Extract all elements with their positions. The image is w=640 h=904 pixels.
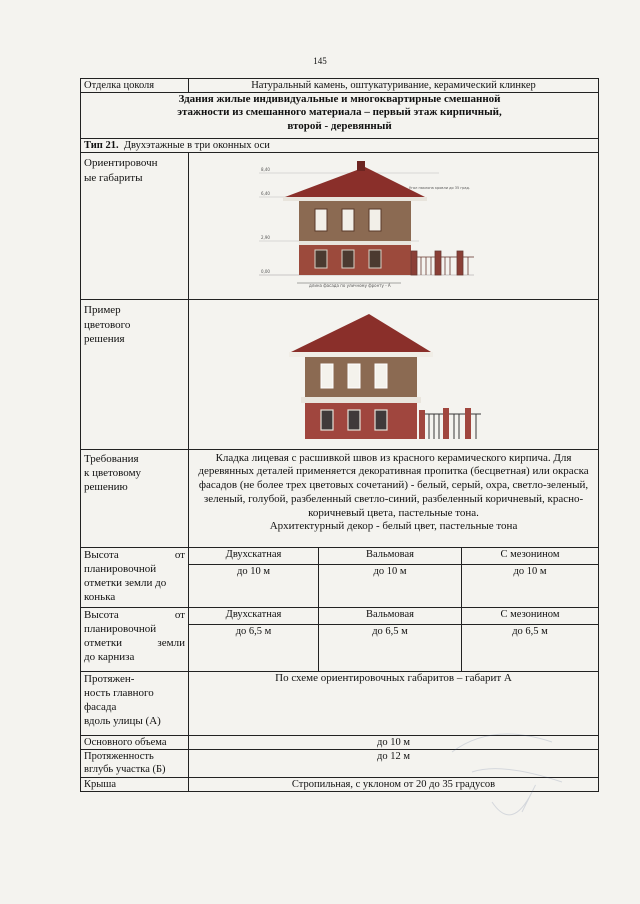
fence (411, 251, 474, 275)
main-volume-label: Основного объема (81, 735, 189, 749)
color-req-label: Требования к цветовому решению (81, 449, 189, 547)
type-desc: Двухэтажные в три оконных оси (123, 140, 270, 152)
table-row (81, 449, 599, 547)
ridge-cell-3: С мезонином до 10 м (462, 547, 599, 607)
section-title: Здания жилые индивидуальные и многоквартирные смешанной этажности из смешанного материала – первый этаж кирпичный, второй - деревянный (81, 93, 599, 139)
table-row (81, 547, 599, 607)
level-ground: 0,00 (261, 269, 270, 275)
roof-value: Стропильная, с уклоном от 20 до 35 градусов (189, 777, 599, 791)
eave-cell-3: С мезонином до 6,5 м (462, 607, 599, 671)
level-top: 8,40 (261, 167, 270, 173)
type-heading (81, 139, 599, 153)
main-volume-value: до 10 м (189, 735, 599, 749)
ridge-height-label: Высота от планировочной отметки земли до конька (81, 547, 189, 607)
plinth-label: Отделка цоколя (81, 79, 189, 93)
facade-length-value: По схеме ориентировочных габаритов – габарит А (189, 671, 599, 735)
eave-height-label: Высота от планировочной отметки земли до карниза (81, 607, 189, 671)
level-eave: 6,40 (261, 191, 270, 197)
eave-cell-1: Двухскатная до 6,5 м (189, 607, 319, 671)
dimension-caption: длина фасада по уличному фронту - А (309, 283, 391, 289)
table-row (81, 139, 599, 153)
color-example-label: Пример цветового решения (81, 300, 189, 449)
table-row (81, 153, 599, 300)
roof-label: Крыша (81, 777, 189, 791)
depth-label: Протяженность вглубь участка (Б) (81, 749, 189, 777)
table-row (81, 300, 599, 449)
specification-table (80, 78, 599, 792)
ridge-cell-2: Вальмовая до 10 м (319, 547, 462, 607)
roof-shape (285, 167, 425, 197)
roof-slope-note: Угол наклона кровли до 35 град. (409, 186, 471, 191)
table-row (81, 79, 599, 93)
facade-length-label: Протяжен- ность главного фасада вдоль улицы (А) (81, 671, 189, 735)
color-example-drawing-cell (189, 300, 599, 449)
color-req-text: Кладка лицевая с расшивкой швов из красного керамического кирпича. Для деревянных деталей применяется декоративная пропитка (бесцветная) или окраска фасадов (не более трех цветовых сочетаний) - белый, серый, охра, светло-зеленый, зеленый, голубой, разбеленный светло-синий, разбеленный коричневый, красно-коричневый цвета, пастельные тона. Архитектурный декор - белый цвет, пастельные тона (189, 449, 599, 547)
color-example-drawing (189, 300, 597, 444)
dimensions-drawing (189, 153, 597, 295)
faint-stamp-mark (432, 712, 582, 832)
ridge-cell-1: Двухскатная до 10 м (189, 547, 319, 607)
dims-label: Ориентировочн ые габариты (81, 153, 189, 300)
colored-fence (419, 408, 481, 439)
page-number: 145 (313, 56, 327, 66)
level-floor: 2,90 (261, 235, 270, 241)
eave-cell-2: Вальмовая до 6,5 м (319, 607, 462, 671)
colored-roof (291, 314, 431, 352)
table-row (81, 607, 599, 671)
dimensions-drawing-cell (189, 153, 599, 300)
type-label: Тип 21. (84, 140, 119, 152)
plinth-value: Натуральный камень, оштукатуривание, керамический клинкер (189, 79, 599, 93)
depth-value: до 12 м (189, 749, 599, 777)
table-row (81, 93, 599, 139)
